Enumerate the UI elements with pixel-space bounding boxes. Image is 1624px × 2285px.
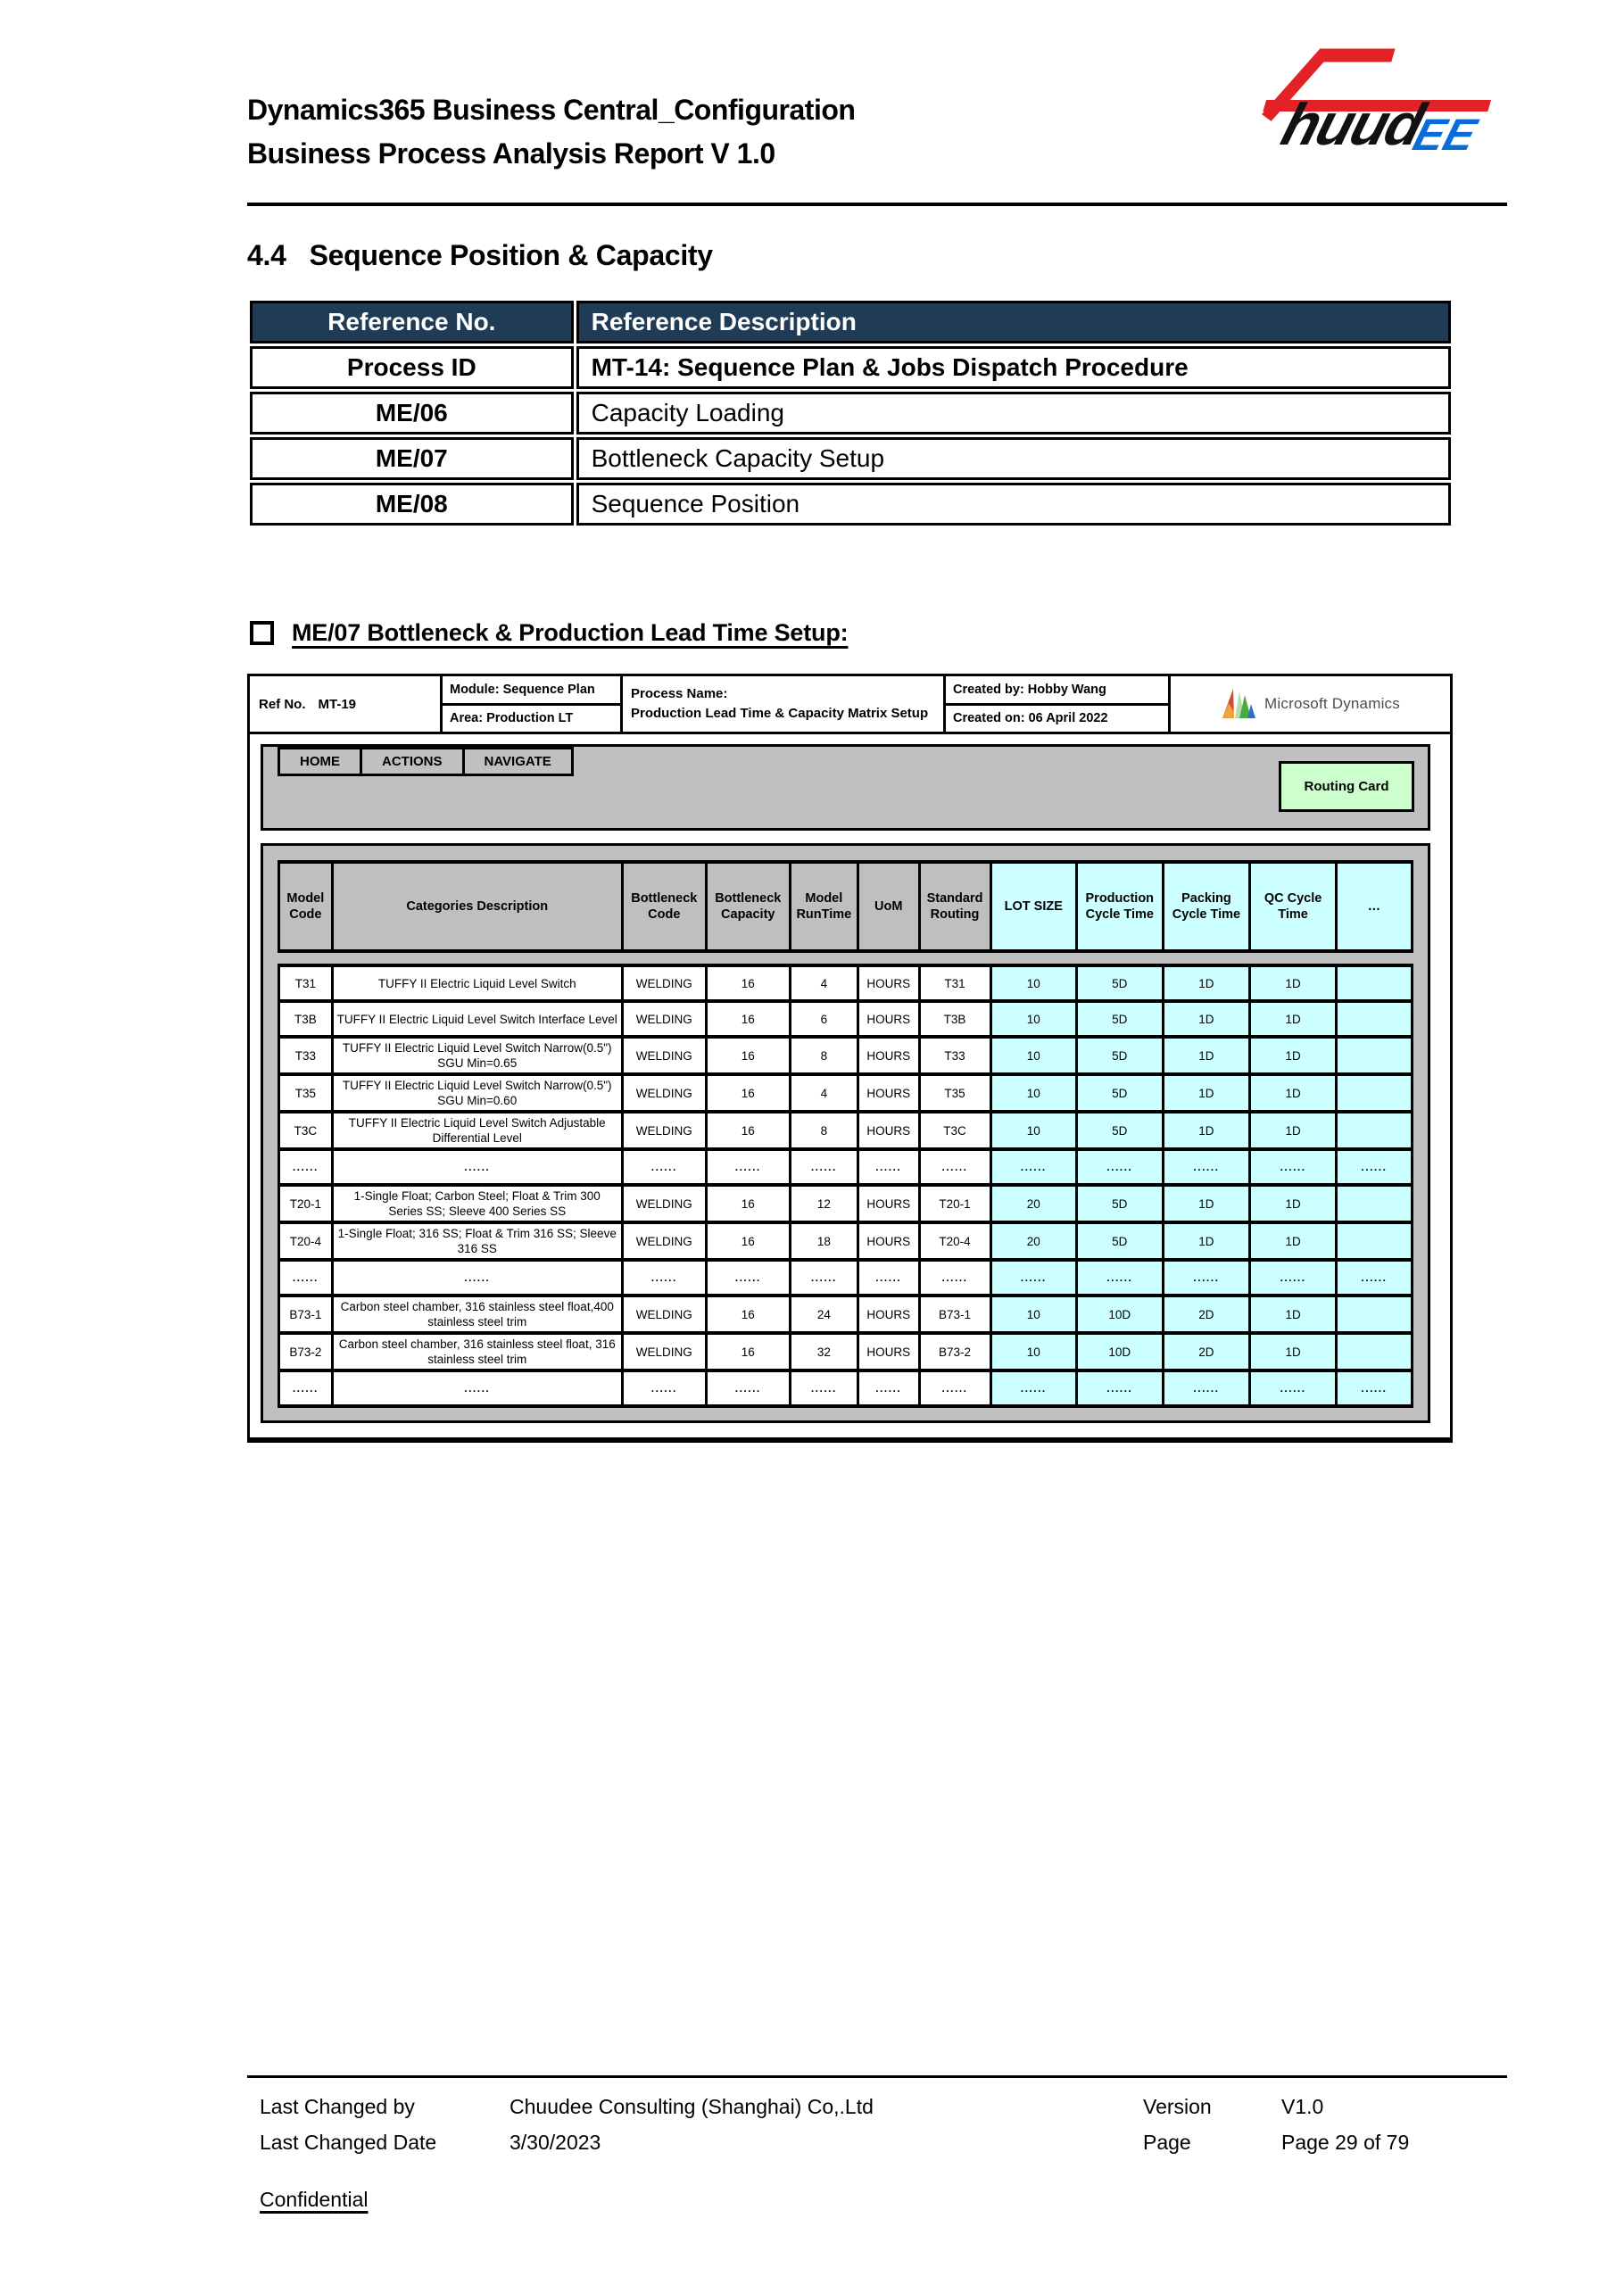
reference-table-row	[250, 392, 1451, 435]
cell: ......	[858, 1260, 919, 1296]
reference-description-cell: Sequence Position	[576, 483, 1451, 526]
cell: 16	[706, 1112, 790, 1149]
reference-table	[247, 298, 1454, 528]
cell: ......	[1077, 1370, 1164, 1406]
cell: WELDING	[622, 1112, 706, 1149]
cell: 5D	[1077, 1001, 1164, 1037]
chuudee-logo-icon	[1235, 41, 1503, 170]
cell: 16	[706, 965, 790, 1001]
cell: T35	[279, 1074, 333, 1112]
ribbon	[261, 744, 1430, 831]
cell: 10	[990, 1296, 1077, 1333]
header-divider	[247, 203, 1507, 206]
subsection-title: ME/07 Bottleneck & Production Lead Time Setup:	[292, 619, 849, 646]
footer-value-page: Page 29 of 79	[1281, 2131, 1410, 2154]
section-title: Sequence Position & Capacity	[309, 239, 713, 271]
model-row	[279, 1333, 1413, 1370]
model-row	[279, 1185, 1413, 1222]
cell: HOURS	[858, 1112, 919, 1149]
ref-no-cell	[250, 676, 443, 732]
section-heading	[247, 239, 713, 272]
model-row	[279, 965, 1413, 1001]
reference-description-cell: Capacity Loading	[576, 392, 1451, 435]
cell: TUFFY II Electric Liquid Level Switch Adjustable Differential Level	[332, 1112, 622, 1149]
model-row	[279, 1222, 1413, 1260]
model-row	[279, 1296, 1413, 1333]
column-header: Bottleneck Code	[622, 862, 706, 951]
cell: 1-Single Float; Carbon Steel; Float & Trim 300 Series SS; Sleeve 400 Series SS	[332, 1185, 622, 1222]
cell	[1336, 1185, 1412, 1222]
cell: 1D	[1163, 1185, 1250, 1222]
cell: B73-2	[919, 1333, 990, 1370]
cell: 20	[990, 1222, 1077, 1260]
cell: ......	[279, 1260, 333, 1296]
microsoft-dynamics-logo	[1171, 676, 1450, 732]
cell: 16	[706, 1001, 790, 1037]
cell: 32	[790, 1333, 858, 1370]
cell: ......	[1250, 1149, 1337, 1185]
cell: Carbon steel chamber, 316 stainless steel float, 316 stainless steel trim	[332, 1333, 622, 1370]
cell: T3C	[919, 1112, 990, 1149]
cell: TUFFY II Electric Liquid Level Switch Narrow(0.5") SGU Min=0.65	[332, 1037, 622, 1074]
footer-label-changed-by: Last Changed by	[260, 2095, 415, 2118]
ellipsis-row	[279, 1370, 1413, 1406]
reference-no-cell: ME/08	[250, 483, 574, 526]
cell: ......	[790, 1260, 858, 1296]
reference-table-row	[250, 437, 1451, 480]
cell: 1D	[1163, 1222, 1250, 1260]
cell: 16	[706, 1037, 790, 1074]
cell: TUFFY II Electric Liquid Level Switch Narrow(0.5") SGU Min=0.60	[332, 1074, 622, 1112]
column-header: QC Cycle Time	[1250, 862, 1337, 951]
cell: T3C	[279, 1112, 333, 1149]
cell: B73-1	[279, 1296, 333, 1333]
model-row	[279, 1037, 1413, 1074]
footer-value-version: V1.0	[1281, 2095, 1324, 2118]
cell	[1336, 1296, 1412, 1333]
cell: ......	[790, 1149, 858, 1185]
cell: ......	[919, 1370, 990, 1406]
cell: T20-4	[919, 1222, 990, 1260]
cell	[1336, 1333, 1412, 1370]
column-header: Categories Description	[332, 862, 622, 951]
cell: T31	[919, 965, 990, 1001]
column-header: …	[1336, 862, 1412, 951]
created-cell	[946, 676, 1171, 732]
cell: ......	[1077, 1260, 1164, 1296]
cell: 1D	[1250, 1074, 1337, 1112]
cell: T20-1	[279, 1185, 333, 1222]
cell: WELDING	[622, 1296, 706, 1333]
cell: 16	[706, 1222, 790, 1260]
doc-title-line2: Business Process Analysis Report V 1.0	[247, 137, 775, 170]
cell: 1D	[1250, 1037, 1337, 1074]
cell: T31	[279, 965, 333, 1001]
reference-table-row	[250, 483, 1451, 526]
cell: 12	[790, 1185, 858, 1222]
cell: 1D	[1163, 1037, 1250, 1074]
cell: ......	[1163, 1260, 1250, 1296]
column-header: Model RunTime	[790, 862, 858, 951]
cell: B73-2	[279, 1333, 333, 1370]
cell: 1D	[1250, 1001, 1337, 1037]
cell: 1D	[1163, 1112, 1250, 1149]
cell: 10	[990, 1001, 1077, 1037]
cell: 6	[790, 1001, 858, 1037]
cell	[1336, 1001, 1412, 1037]
cell	[1336, 1074, 1412, 1112]
capacity-table-body	[279, 965, 1413, 1406]
cell: ......	[622, 1260, 706, 1296]
column-header: Production Cycle Time	[1077, 862, 1164, 951]
cell: ......	[332, 1370, 622, 1406]
cell: 1-Single Float; 316 SS; Float & Trim 316 SS; Sleeve 316 SS	[332, 1222, 622, 1260]
footer	[260, 2089, 1504, 2160]
chuudee-huud: huud	[1274, 92, 1430, 158]
cell: 10D	[1077, 1333, 1164, 1370]
cell: ......	[279, 1149, 333, 1185]
process-name-cell	[623, 676, 946, 732]
ref-no-value: MT-19	[318, 696, 357, 712]
footer-label-page: Page	[1143, 2131, 1191, 2154]
ellipsis-row	[279, 1260, 1413, 1296]
module-cell	[443, 676, 623, 732]
cell: ......	[1077, 1149, 1164, 1185]
column-header: Packing Cycle Time	[1163, 862, 1250, 951]
cell: ......	[332, 1149, 622, 1185]
cell: 16	[706, 1185, 790, 1222]
cell: ......	[990, 1370, 1077, 1406]
cell: T20-4	[279, 1222, 333, 1260]
ribbon-tab-home[interactable]: HOME	[278, 747, 362, 776]
cell: 1D	[1250, 965, 1337, 1001]
section-number: 4.4	[247, 239, 286, 271]
cell: 1D	[1250, 1112, 1337, 1149]
capacity-table	[278, 964, 1413, 1408]
model-row	[279, 1074, 1413, 1112]
footer-label-version: Version	[1143, 2095, 1212, 2118]
footer-value-changed-date: 3/30/2023	[510, 2131, 601, 2154]
cell: 10	[990, 1112, 1077, 1149]
cell: HOURS	[858, 1222, 919, 1260]
cell: HOURS	[858, 1185, 919, 1222]
cell: 5D	[1077, 1185, 1164, 1222]
cell: T35	[919, 1074, 990, 1112]
cell: 1D	[1250, 1185, 1337, 1222]
reference-no-cell: Process ID	[250, 346, 574, 389]
cell: HOURS	[858, 1001, 919, 1037]
cell: T3B	[279, 1001, 333, 1037]
column-header: Model Code	[279, 862, 333, 951]
model-row	[279, 1112, 1413, 1149]
cell: ......	[332, 1260, 622, 1296]
cell: ......	[279, 1370, 333, 1406]
cell: ......	[1250, 1370, 1337, 1406]
cell: ......	[919, 1260, 990, 1296]
cell: WELDING	[622, 1185, 706, 1222]
column-header: UoM	[858, 862, 919, 951]
screenshot-info-bar	[250, 676, 1450, 734]
cell: 5D	[1077, 1037, 1164, 1074]
microsoft-dynamics-sails-icon	[1221, 686, 1260, 722]
reference-no-cell: ME/06	[250, 392, 574, 435]
cell: ......	[706, 1260, 790, 1296]
cell: 10D	[1077, 1296, 1164, 1333]
ribbon-tabs	[278, 747, 574, 776]
cell: 24	[790, 1296, 858, 1333]
cell: 2D	[1163, 1333, 1250, 1370]
confidential-label: Confidential	[260, 2188, 369, 2211]
cell: 8	[790, 1037, 858, 1074]
chuudee-ee: EE	[1407, 109, 1482, 160]
subsection-heading	[250, 619, 848, 647]
cell: WELDING	[622, 1074, 706, 1112]
cell: ......	[706, 1370, 790, 1406]
area-line: Area: Production LT	[443, 703, 620, 733]
module-line: Module: Sequence Plan	[450, 682, 595, 697]
cell	[1336, 1222, 1412, 1260]
cell: ......	[1163, 1149, 1250, 1185]
footer-divider	[247, 2075, 1507, 2078]
cell: HOURS	[858, 1037, 919, 1074]
microsoft-dynamics-label: Microsoft Dynamics	[1264, 695, 1400, 712]
cell: 10	[990, 1074, 1077, 1112]
cell: WELDING	[622, 1222, 706, 1260]
ellipsis-row	[279, 1149, 1413, 1185]
cell: ......	[858, 1370, 919, 1406]
reference-no-cell: ME/07	[250, 437, 574, 480]
cell: ......	[858, 1149, 919, 1185]
checkbox-bullet-icon	[250, 621, 274, 645]
cell: WELDING	[622, 1001, 706, 1037]
cell: 1D	[1250, 1333, 1337, 1370]
cell: 5D	[1077, 1074, 1164, 1112]
cell: 1D	[1250, 1296, 1337, 1333]
cell: ......	[1336, 1260, 1412, 1296]
created-on-line: Created on: 06 April 2022	[946, 703, 1168, 733]
cell: ......	[990, 1260, 1077, 1296]
cell: Carbon steel chamber, 316 stainless steel float,400 stainless steel trim	[332, 1296, 622, 1333]
cell: WELDING	[622, 1333, 706, 1370]
reference-no-header: Reference No.	[250, 301, 574, 344]
cell: 16	[706, 1296, 790, 1333]
cell: ......	[622, 1370, 706, 1406]
cell: T33	[279, 1037, 333, 1074]
cell: ......	[1250, 1260, 1337, 1296]
cell: ......	[706, 1149, 790, 1185]
routing-card-button[interactable]: Routing Card	[1279, 761, 1414, 812]
cell	[1336, 965, 1412, 1001]
cell: HOURS	[858, 1074, 919, 1112]
cell: 5D	[1077, 1112, 1164, 1149]
cell: T33	[919, 1037, 990, 1074]
doc-header	[247, 88, 855, 176]
model-row	[279, 1001, 1413, 1037]
footer-value-changed-by: Chuudee Consulting (Shanghai) Co,.Ltd	[510, 2095, 874, 2118]
cell: 16	[706, 1074, 790, 1112]
cell: 8	[790, 1112, 858, 1149]
reference-table-body	[250, 346, 1451, 526]
cell: 10	[990, 965, 1077, 1001]
cell: ......	[622, 1149, 706, 1185]
cell: HOURS	[858, 1296, 919, 1333]
cell: ......	[919, 1149, 990, 1185]
cell: ......	[1336, 1370, 1412, 1406]
process-name-label: Process Name:	[631, 686, 728, 701]
cell: 5D	[1077, 1222, 1164, 1260]
reference-description-header: Reference Description	[576, 301, 1451, 344]
capacity-matrix-panel	[261, 843, 1430, 1423]
cell: 1D	[1163, 965, 1250, 1001]
cell: 16	[706, 1333, 790, 1370]
reference-table-row	[250, 346, 1451, 389]
column-header: Bottleneck Capacity	[706, 862, 790, 951]
cell: WELDING	[622, 1037, 706, 1074]
ribbon-tab-navigate[interactable]: NAVIGATE	[462, 747, 574, 776]
cell: 4	[790, 965, 858, 1001]
capacity-table-header	[278, 860, 1413, 953]
reference-table-header-row	[250, 301, 1451, 344]
cell: TUFFY II Electric Liquid Level Switch	[332, 965, 622, 1001]
cell: T3B	[919, 1001, 990, 1037]
column-header: LOT SIZE	[990, 862, 1077, 951]
cell: 10	[990, 1333, 1077, 1370]
cell: 1D	[1163, 1074, 1250, 1112]
grid-gap	[278, 953, 1413, 964]
cell: T20-1	[919, 1185, 990, 1222]
ref-no-label: Ref No.	[259, 696, 306, 712]
column-header: Standard Routing	[919, 862, 990, 951]
reference-description-cell: Bottleneck Capacity Setup	[576, 437, 1451, 480]
cell	[1336, 1112, 1412, 1149]
cell: 4	[790, 1074, 858, 1112]
cell	[1336, 1037, 1412, 1074]
cell: 2D	[1163, 1296, 1250, 1333]
doc-title-line1: Dynamics365 Business Central_Configuration	[247, 94, 856, 126]
footer-label-changed-date: Last Changed Date	[260, 2131, 437, 2154]
cell: 1D	[1250, 1222, 1337, 1260]
app-screenshot	[247, 674, 1453, 1443]
cell: ......	[1163, 1370, 1250, 1406]
cell: 5D	[1077, 965, 1164, 1001]
cell: 1D	[1163, 1001, 1250, 1037]
capacity-header-row	[279, 862, 1413, 951]
cell: B73-1	[919, 1296, 990, 1333]
reference-description-cell: MT-14: Sequence Plan & Jobs Dispatch Procedure	[576, 346, 1451, 389]
cell: ......	[790, 1370, 858, 1406]
cell: HOURS	[858, 965, 919, 1001]
created-by-line: Created by: Hobby Wang	[953, 682, 1106, 697]
cell: ......	[990, 1149, 1077, 1185]
cell: 18	[790, 1222, 858, 1260]
cell: 20	[990, 1185, 1077, 1222]
cell: HOURS	[858, 1333, 919, 1370]
process-name-value: Production Lead Time & Capacity Matrix Setup	[631, 706, 929, 721]
cell: TUFFY II Electric Liquid Level Switch Interface Level	[332, 1001, 622, 1037]
cell: WELDING	[622, 965, 706, 1001]
cell: 10	[990, 1037, 1077, 1074]
cell: ......	[1336, 1149, 1412, 1185]
ribbon-tab-actions[interactable]: ACTIONS	[360, 747, 465, 776]
